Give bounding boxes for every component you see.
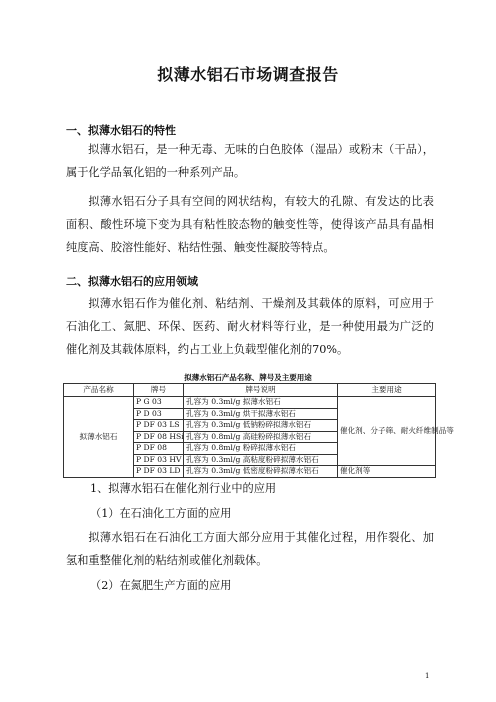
description-cell: 孔容为 0.8ml/g 高硅粉碎拟薄水铝石 [184,431,338,443]
grade-cell: P DF 03 LD [134,466,184,478]
grade-cell: P DF 08 HSi [134,431,184,443]
section-heading-applications: 二、拟薄水铝石的应用领域 [66,275,198,288]
table-caption: 拟薄水铝石产品名称、牌号及主要用途 [184,373,312,382]
paragraph-properties-1: 拟薄水铝石，是一种无毒、无味的白色胶体（湿品）或粉末（干品），属于化学品氧化铝的一种系列产品。 [66,143,434,179]
subheading-catalyst-industry: 1、拟薄水铝石在催化剂行业中的应用 [90,482,277,495]
description-cell: 孔容为 0.3ml/g 烘干拟薄水铝石 [184,408,338,420]
last-use-cell: 催化剂等 [338,466,436,478]
description-cell: 孔容为 0.3ml/g 低钠粉碎拟薄水铝石 [184,420,338,432]
description-cell: 孔容为 0.3ml/g 高粘度粉碎拟薄水铝石 [184,454,338,466]
product-name-cell: 拟薄水铝石 [64,397,134,478]
paragraph-applications: 拟薄水铝石作为催化剂、粘结剂、干燥剂及其载体的原料，可应用于石油化工、氮肥、环保、医药、耐火材料等行业，是一种使用最为广泛的催化剂及其载体原料，约占工业上负载型催化剂的70%。 [66,297,434,356]
header-product-name: 产品名称 [64,384,134,397]
document-title: 拟薄水铝石市场调查报告 [157,65,339,84]
header-main-use: 主要用途 [338,384,436,397]
description-cell: 孔容为 0.3ml/g 低密度粉碎拟薄水铝石 [184,466,338,478]
description-cell: 孔容为 0.3ml/g 拟薄水铝石 [184,397,338,409]
product-table [63,383,454,478]
description-cell: 孔容为 0.8ml/g 粉碎拟薄水铝石 [184,443,338,455]
paragraph-petrochemical: 拟薄水铝石在石油化工方面大部分应用于其催化过程，用作裂化、加氢和重整催化剂的粘结剂或催化剂载体。 [66,531,434,567]
grade-cell: P D 03 [134,408,184,420]
grade-cell: P DF 03 LS [134,420,184,432]
subheading-nitrogen-fertilizer: （2）在氮肥生产方面的应用 [90,579,232,592]
section-heading-properties: 一、拟薄水铝石的特性 [66,124,176,137]
main-use-cell: 催化剂、分子筛、耐火纤维制品等 [338,397,436,466]
header-grade: 牌号 [134,384,184,397]
grade-cell: P DF 08 [134,443,184,455]
paragraph-properties-2: 拟薄水铝石分子具有空间的网状结构，有较大的孔隙、有发达的比表面积、酸性环境下变为具有粘性胶态物的触变性等，使得该产品具有晶相纯度高、胶溶性能好、粘结性强、触变性凝胶等特点。 [66,195,434,254]
grade-cell: P DF 03 HV [134,454,184,466]
page-number: 1 [425,672,430,680]
header-grade-description: 牌号说明 [184,384,338,397]
subheading-petrochemical: （1）在石油化工方面的应用 [90,507,232,520]
table-row [64,397,436,409]
table-header-row [64,384,436,397]
grade-cell: P G 03 [134,397,184,409]
